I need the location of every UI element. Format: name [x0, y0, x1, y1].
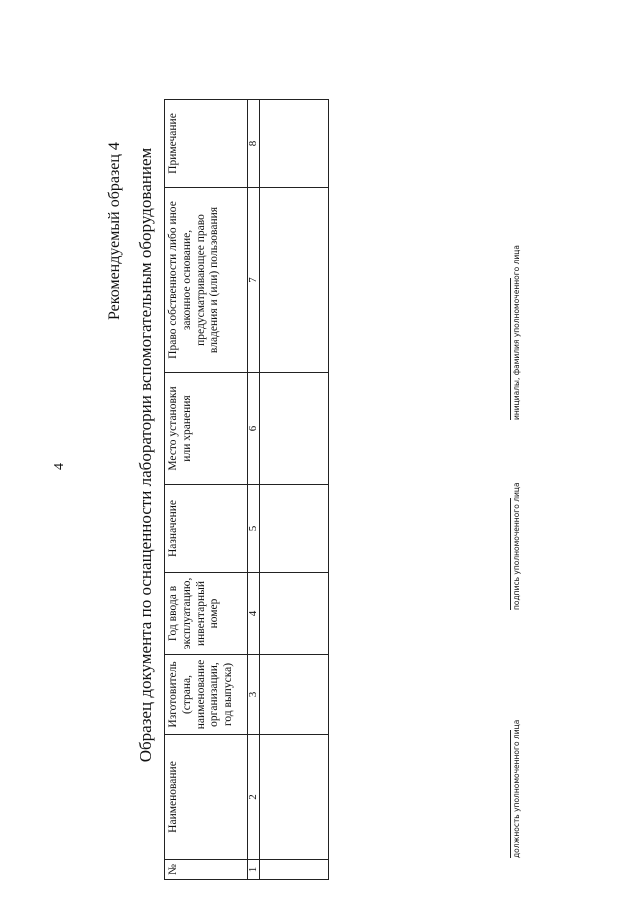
- signature-line: [510, 498, 511, 610]
- page-number: 4: [52, 463, 67, 470]
- column-number: 6: [248, 373, 260, 485]
- empty-cell: [260, 373, 329, 485]
- header-ownership-right: Право собственности либо иное законное основание, предусматривающее право владения и (или) пользования: [165, 188, 248, 373]
- signature-caption: подпись уполномоченного лица: [512, 482, 521, 610]
- column-number: 5: [248, 485, 260, 573]
- header-name: Наименование: [165, 735, 248, 860]
- column-number: 7: [248, 188, 260, 373]
- header-commissioning-year: Год ввода в эксплуатацию, инвентарный номер: [165, 573, 248, 655]
- empty-cell: [260, 188, 329, 373]
- header-number: №: [165, 860, 248, 880]
- position-caption: должность уполномоченного лица: [512, 719, 521, 858]
- name-caption: инициалы, фамилия уполномоченного лица: [512, 244, 521, 420]
- table-numbering-row: [248, 100, 260, 880]
- header-location: Место установки или хранения: [165, 373, 248, 485]
- header-manufacturer: Изготовитель (страна, наименование организации, год выпуска): [165, 655, 248, 735]
- sample-label: Рекомендуемый образец 4: [106, 142, 123, 320]
- empty-cell: [260, 573, 329, 655]
- table-empty-row: [260, 100, 329, 880]
- column-number: 1: [248, 860, 260, 880]
- column-number: 4: [248, 573, 260, 655]
- name-signature-line: [510, 278, 511, 420]
- empty-cell: [260, 485, 329, 573]
- document-title: Образец документа по оснащенности лаборатории вспомогательным оборудованием: [136, 147, 155, 763]
- empty-cell: [260, 860, 329, 880]
- equipment-table: [164, 99, 329, 880]
- header-note: Примечание: [165, 100, 248, 188]
- rotated-document-sheet: [40, 30, 600, 880]
- empty-cell: [260, 735, 329, 860]
- table-header-row: [165, 100, 248, 880]
- column-number: 2: [248, 735, 260, 860]
- column-number: 3: [248, 655, 260, 735]
- empty-cell: [260, 655, 329, 735]
- empty-cell: [260, 100, 329, 188]
- header-purpose: Назначение: [165, 485, 248, 573]
- position-signature-line: [510, 730, 511, 858]
- column-number: 8: [248, 100, 260, 188]
